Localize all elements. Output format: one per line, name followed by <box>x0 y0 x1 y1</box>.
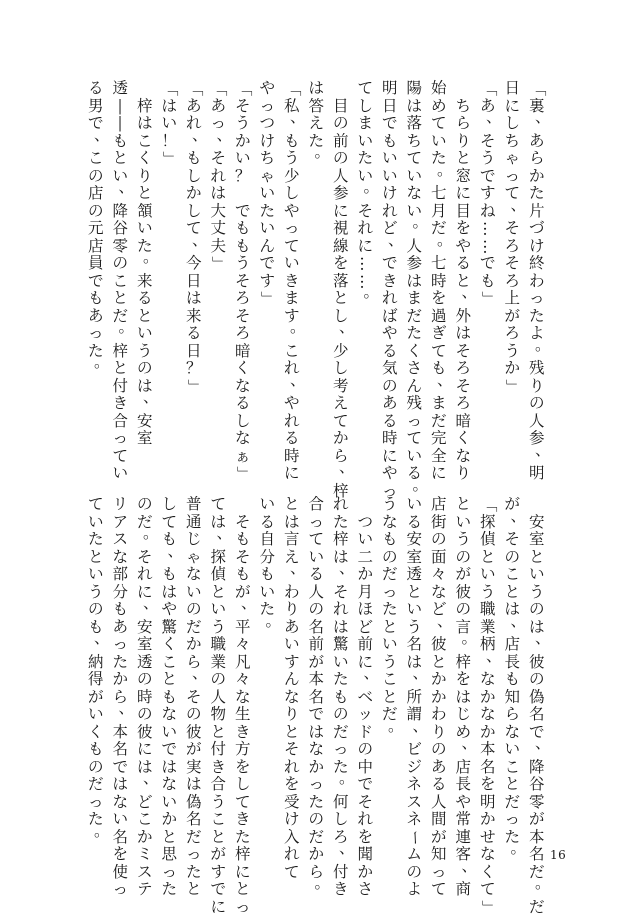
text-column: 合 っ て い る 人 の 名 前 が 本 名 で は な か っ た の だ か ら 。 <box>308 495 330 892</box>
text-column: 日 に し ち ゃ っ て 、 そ ろ そ ろ 上 が ろ う か 」 <box>504 79 526 394</box>
text-column: て し ま い た い 。 そ れ に … … 。 <box>357 79 379 301</box>
text-column: 始 め て い た 。 七 月 だ 。 七 時 を 過 ぎ て も 、 ま だ 完 全 に <box>430 79 453 482</box>
text-column: し て も 、 も は や 驚 く こ と も な い で は な い か と 思 っ た <box>161 495 183 898</box>
text-column: つ い 二 か 月 ほ ど 前 に 、 ベ ッ ド の 中 で そ れ を 聞 か さ <box>357 512 379 898</box>
text-column: る 男 で 、 こ の 店 の 元 店 員 で も あ っ た 。 <box>87 79 110 371</box>
text-column: 「 探 偵 と い う 職 業 柄 、 な か な か 本 名 を 明 か せ な く て 」 <box>479 496 502 915</box>
text-column: 「 あ れ 、 も し か し て 、 今 日 は 来 る 日 ？ 」 <box>185 80 208 394</box>
text-column: 「 そ う か い ？ で も も う そ ろ そ ろ 暗 く な る し な ぁ 」 <box>234 80 253 482</box>
text-column: 「 私 、 も う 少 し や っ て い き ま す 。 こ れ 、 や れ る 時 に <box>283 80 306 482</box>
text-column: 目 の 前 の 人 参 に 視 線 を 落 と し 、 少 し 考 え て か ら 、 梓 <box>332 96 355 500</box>
text-column: 「 は い ！ 」 <box>161 80 179 167</box>
text-column: 「 あ 、 そ う で す ね … … で も 」 <box>479 80 502 307</box>
text-column: と い う の が 彼 の 言 。 梓 を は じ め 、 店 長 や 常 連 客 、 商 <box>455 495 477 898</box>
text-column: 「 あ っ 、 そ れ は 大 丈 夫 」 <box>210 80 232 272</box>
text-column: 「 裏 、 あ ら か た 片 づ け 終 わ っ た よ 。 残 り の 人 参 、 明 <box>528 80 551 482</box>
page-number: 16 <box>550 848 567 862</box>
text-column: 梓 は こ く り と 頷 い た 。 来 る と い う の は 、 安 室 <box>136 96 159 447</box>
text-column: と は 言 え 、 わ り あ い す ん な り と そ れ を 受 け 入 れ て <box>283 495 306 881</box>
text-column: 透 ― ― も と い 、 降 谷 零 の こ と だ 。 梓 と 付 き 合 っ て い <box>112 79 134 482</box>
text-column: ち ら り と 窓 に 目 を や る と 、 外 は そ ろ そ ろ 暗 く な り <box>455 96 477 482</box>
text-column: 普 通 じ ゃ な い の だ か ら 、 そ の 彼 が 実 は 偽 名 だ っ た と <box>185 495 208 898</box>
text-column: い る 安 室 透 と い う 名 は 、 所 謂 、 ビ ジ ネ ス ネ ー ム の よ <box>406 495 428 898</box>
text-column: れ た 梓 は 、 そ れ は 驚 い た も の だ っ た 。 何 し ろ 、 付 き <box>332 495 355 898</box>
text-column: は 答 え た 。 <box>308 79 330 161</box>
text-column: て い た と い う の も 、 納 得 が い く も の だ っ た 。 <box>87 495 110 840</box>
bottom-text-block <box>84 496 550 916</box>
text-column: リ ア ス な 部 分 も あ っ た か ら 、 本 名 で は な い 名 を 使 っ <box>112 495 134 898</box>
text-column: 明 日 で も い い け れ ど 、 で き れ ば や る 気 の あ る 時 に や っ <box>381 79 404 500</box>
text-column: そ も そ も が 、 平 々 凡 々 な 生 き 方 を し て き た 梓 に と っ <box>234 512 257 916</box>
text-column: 店 街 の 面 々 な ど 、 彼 と か か わ り の あ る 人 間 が 知 っ て <box>430 495 453 898</box>
text-column: い る 自 分 も い た 。 <box>259 495 281 630</box>
text-column: 安 室 と い う の は 、 彼 の 偽 名 で 、 降 谷 零 が 本 名 だ 。 だ <box>528 512 551 916</box>
text-column: が 、 そ の こ と は 、 店 長 も 知 ら な い こ と だ っ た 。 <box>504 495 526 857</box>
text-column: の だ 。 そ れ に 、 安 室 透 の 時 の 彼 に は 、 ど こ か ミ ス テ <box>136 495 159 898</box>
text-column: や っ つ け ち ゃ い た い ん で す 」 <box>259 79 277 307</box>
text-column: て は 、 探 偵 と い う 職 業 の 人 物 と 付 き 合 う こ と が す で に <box>210 495 232 916</box>
top-text-block <box>84 80 550 500</box>
text-column: う な も の だ っ た と い う こ と だ 。 <box>381 495 404 735</box>
text-column: 陽 は 落 ち て い な い 。 人 参 は ま だ た く さ ん 残 っ て い る 。 <box>406 79 428 494</box>
